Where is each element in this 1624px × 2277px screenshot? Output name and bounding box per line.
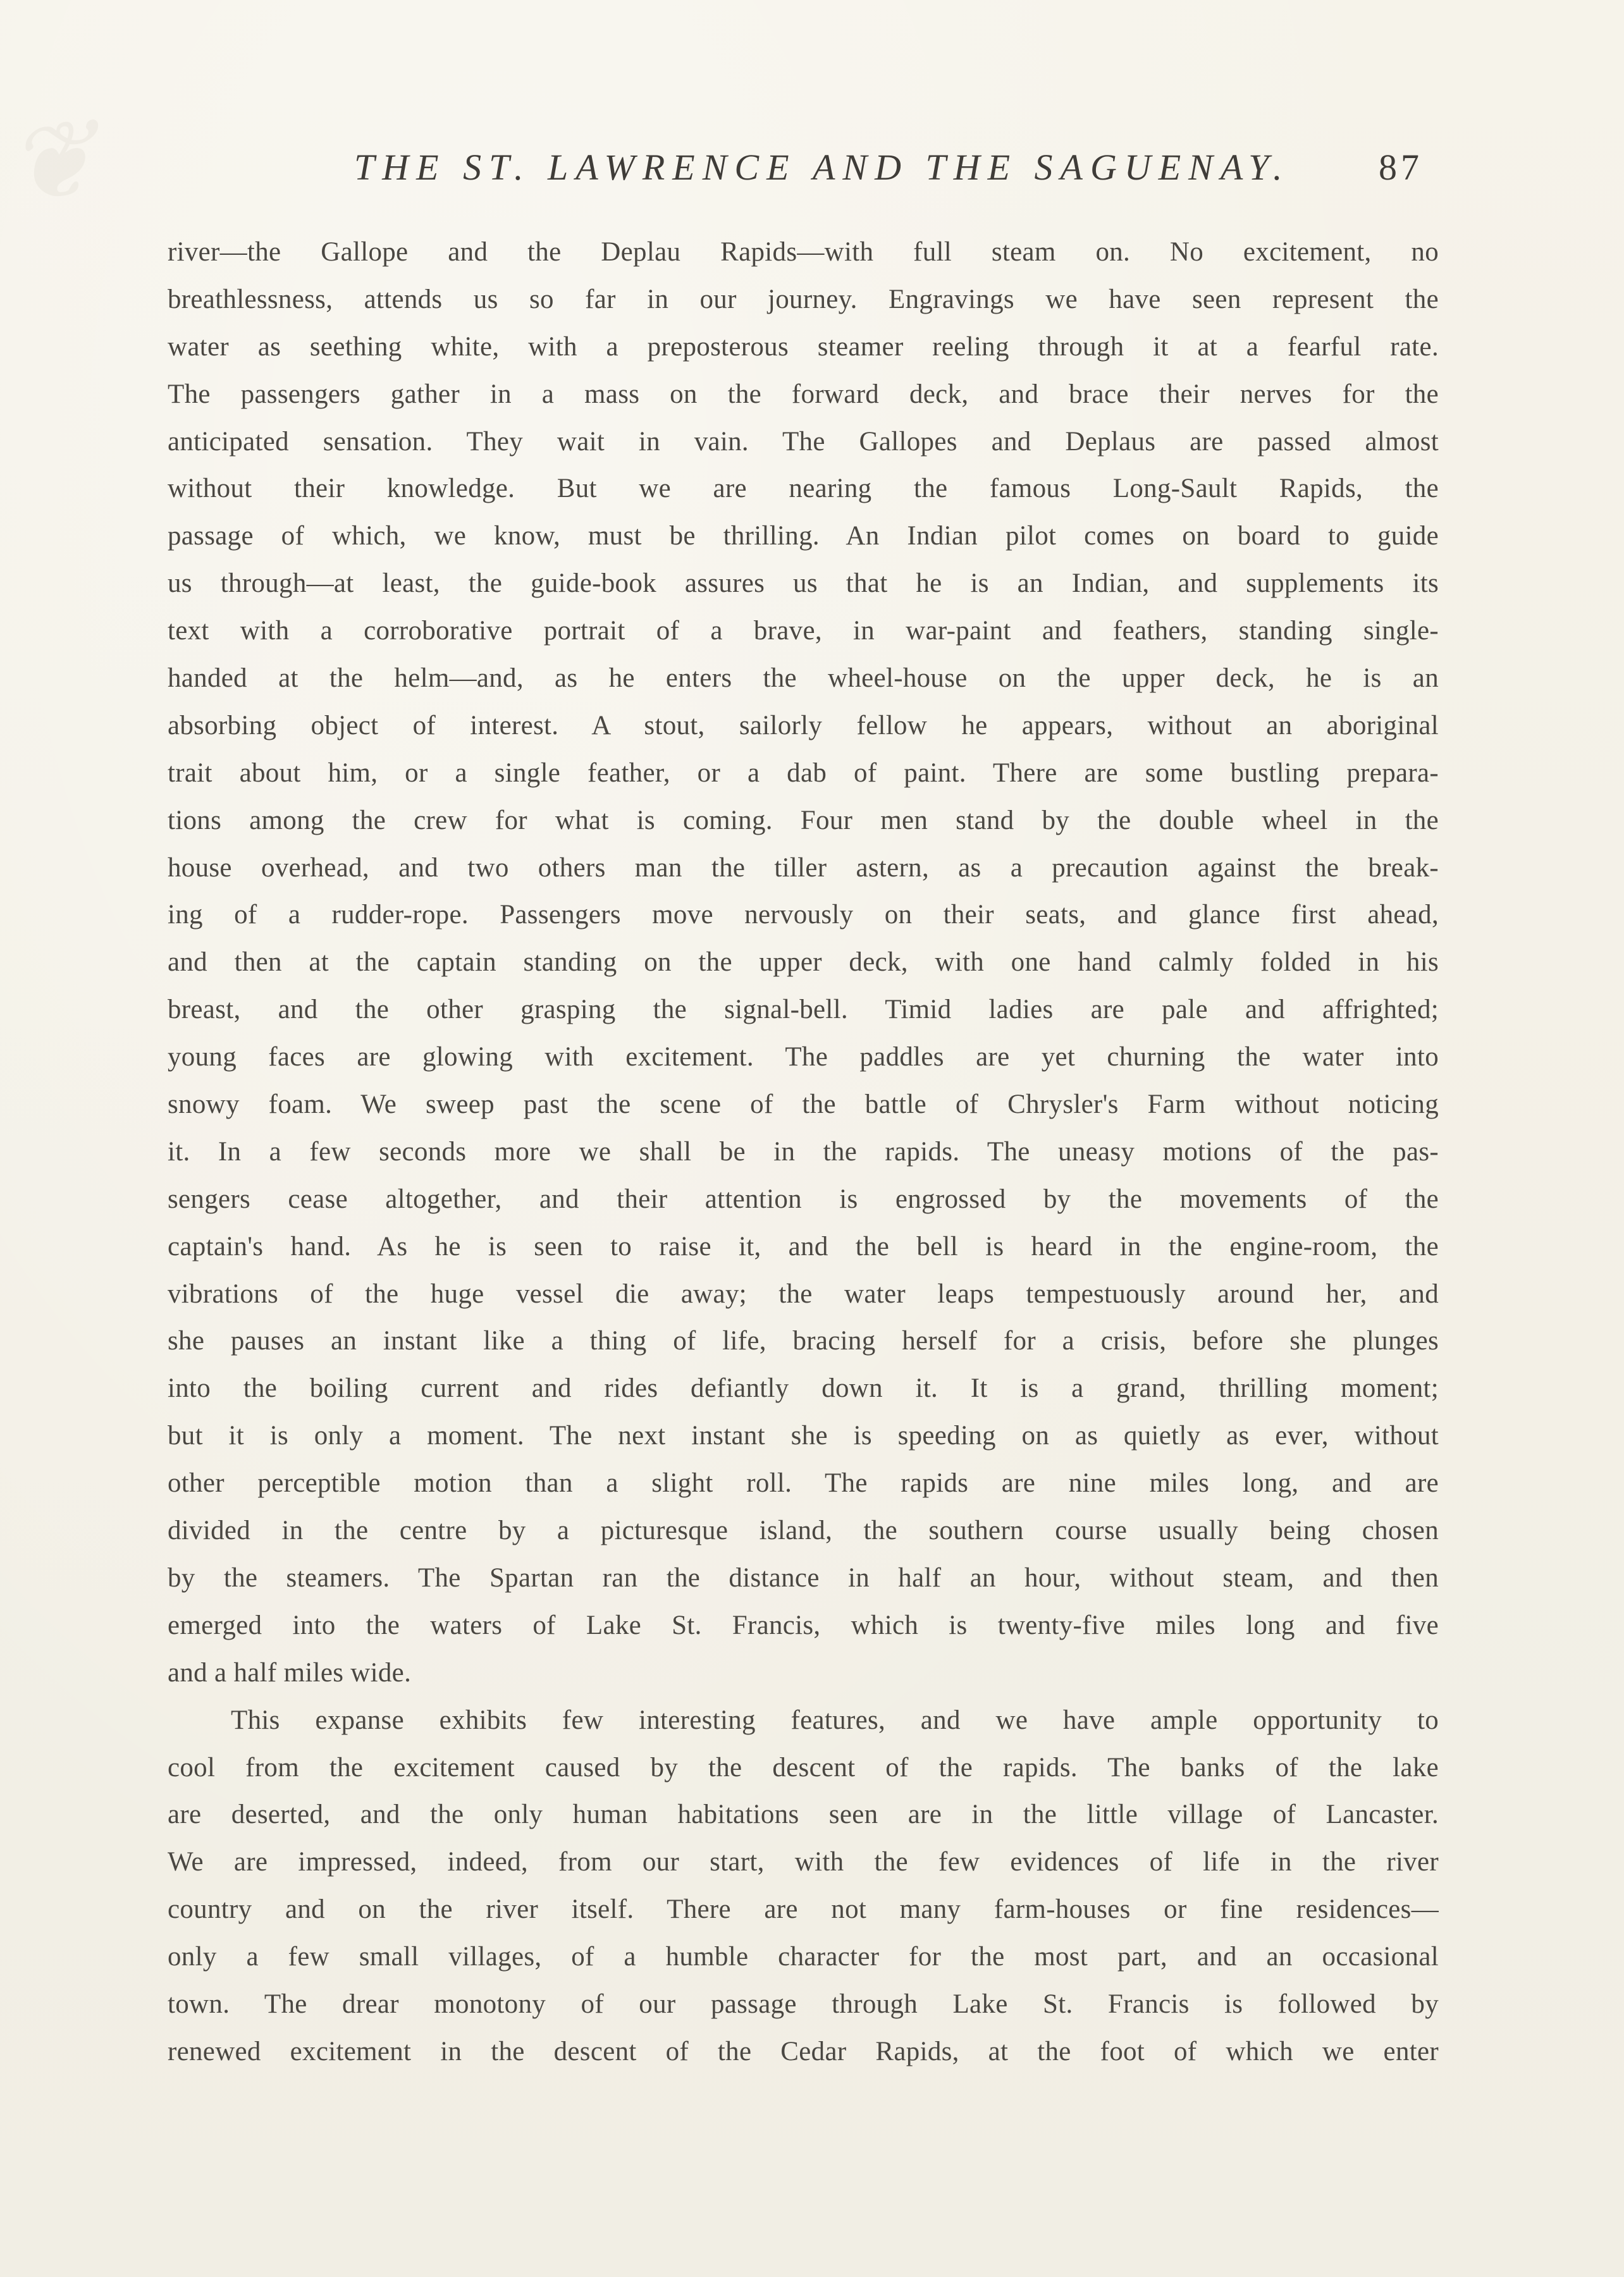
- text-line: breathlessness, attends us so far in our journey. Engravings we have seen represent the: [168, 284, 1439, 314]
- text-line: young faces are glowing with excitement. The paddles are yet churning the water into: [168, 1042, 1439, 1072]
- text-line: by the steamers. The Spartan ran the distance in half an hour, without steam, and then: [168, 1562, 1439, 1593]
- paragraph-2: [168, 1697, 1439, 2076]
- text-line: breast, and the other grasping the signal-bell. Timid ladies are pale and affrighted;: [168, 995, 1439, 1025]
- text-line: without their knowledge. But we are nearing the famous Long-Sault Rapids, the: [168, 474, 1439, 504]
- text-line: We are impressed, indeed, from our start, with the few evidences of life in the river: [168, 1847, 1439, 1877]
- text-line: passage of which, we know, must be thrilling. An Indian pilot comes on board to guide: [168, 521, 1439, 551]
- text-line: ing of a rudder-rope. Passengers move nervously on their seats, and glance first ahead,: [168, 900, 1439, 930]
- text-line: into the boiling current and rides defiantly down it. It is a grand, thrilling moment;: [168, 1373, 1439, 1404]
- text-line: anticipated sensation. They wait in vain. The Gallopes and Deplaus are passed almost: [168, 426, 1439, 457]
- text-line: river—the Gallope and the Deplau Rapids—with full steam on. No excitement, no: [168, 237, 1439, 267]
- text-line: text with a corroborative portrait of a brave, in war-paint and feathers, standing single-: [168, 616, 1439, 646]
- text-line: snowy foam. We sweep past the scene of the battle of Chrysler's Farm without noticing: [168, 1089, 1439, 1120]
- text-line: divided in the centre by a picturesque island, the southern course usually being chosen: [168, 1516, 1439, 1546]
- page-number: 87: [1379, 147, 1423, 188]
- body-text: [168, 229, 1439, 2139]
- text-line: cool from the excitement caused by the descent of the rapids. The banks of the lake: [168, 1752, 1439, 1783]
- text-line: it. In a few seconds more we shall be in the rapids. The uneasy motions of the pas-: [168, 1136, 1439, 1167]
- text-line: The passengers gather in a mass on the forward deck, and brace their nerves for the: [168, 379, 1439, 409]
- text-line: This expanse exhibits few interesting features, and we have ample opportunity to: [231, 1705, 1439, 1735]
- text-line: and a half miles wide.: [168, 1657, 412, 1688]
- text-line: are deserted, and the only human habitations seen are in the little village of Lancaster.: [168, 1800, 1439, 1830]
- text-line: water as seething white, with a preposterous steamer reeling through it at a fearful rate.: [168, 331, 1439, 362]
- faint-bleed-through-mark: ❦: [0, 94, 110, 230]
- text-line: emerged into the waters of Lake St. Francis, which is twenty-five miles long and five: [168, 1610, 1439, 1640]
- text-line: and then at the captain standing on the upper deck, with one hand calmly folded in his: [168, 947, 1439, 978]
- text-line: sengers cease altogether, and their attention is engrossed by the movements of the: [168, 1184, 1439, 1214]
- text-line: renewed excitement in the descent of the Cedar Rapids, at the foot of which we enter: [168, 2036, 1439, 2066]
- text-line: absorbing object of interest. A stout, sailorly fellow he appears, without an aboriginal: [168, 710, 1439, 740]
- running-head: THE ST. LAWRENCE AND THE SAGUENAY.: [354, 147, 1290, 188]
- text-line: handed at the helm—and, as he enters the wheel-house on the upper deck, he is an: [168, 663, 1439, 694]
- text-line: captain's hand. As he is seen to raise it, and the bell is heard in the engine-room, the: [168, 1231, 1439, 1261]
- paragraph-1: [168, 229, 1439, 1697]
- text-line: other perceptible motion than a slight roll. The rapids are nine miles long, and are: [168, 1468, 1439, 1499]
- text-line: vibrations of the huge vessel die away; the water leaps tempestuously around her, and: [168, 1279, 1439, 1309]
- text-line: but it is only a moment. The next instant she is speeding on as quietly as ever, without: [168, 1421, 1439, 1451]
- text-line: she pauses an instant like a thing of life, bracing herself for a crisis, before she plunges: [168, 1326, 1439, 1356]
- text-line: town. The drear monotony of our passage through Lake St. Francis is followed by: [168, 1989, 1439, 2019]
- text-line: only a few small villages, of a humble character for the most part, and an occasional: [168, 1942, 1439, 1972]
- text-line: country and on the river itself. There are not many farm-houses or fine residences—: [168, 1894, 1439, 1925]
- text-line: trait about him, or a single feather, or a dab of paint. There are some bustling prepara-: [168, 758, 1439, 788]
- text-line: house overhead, and two others man the tiller astern, as a precaution against the break-: [168, 852, 1439, 883]
- text-line: us through—at least, the guide-book assures us that he is an Indian, and supplements its: [168, 568, 1439, 599]
- text-line: tions among the crew for what is coming. Four men stand by the double wheel in the: [168, 805, 1439, 835]
